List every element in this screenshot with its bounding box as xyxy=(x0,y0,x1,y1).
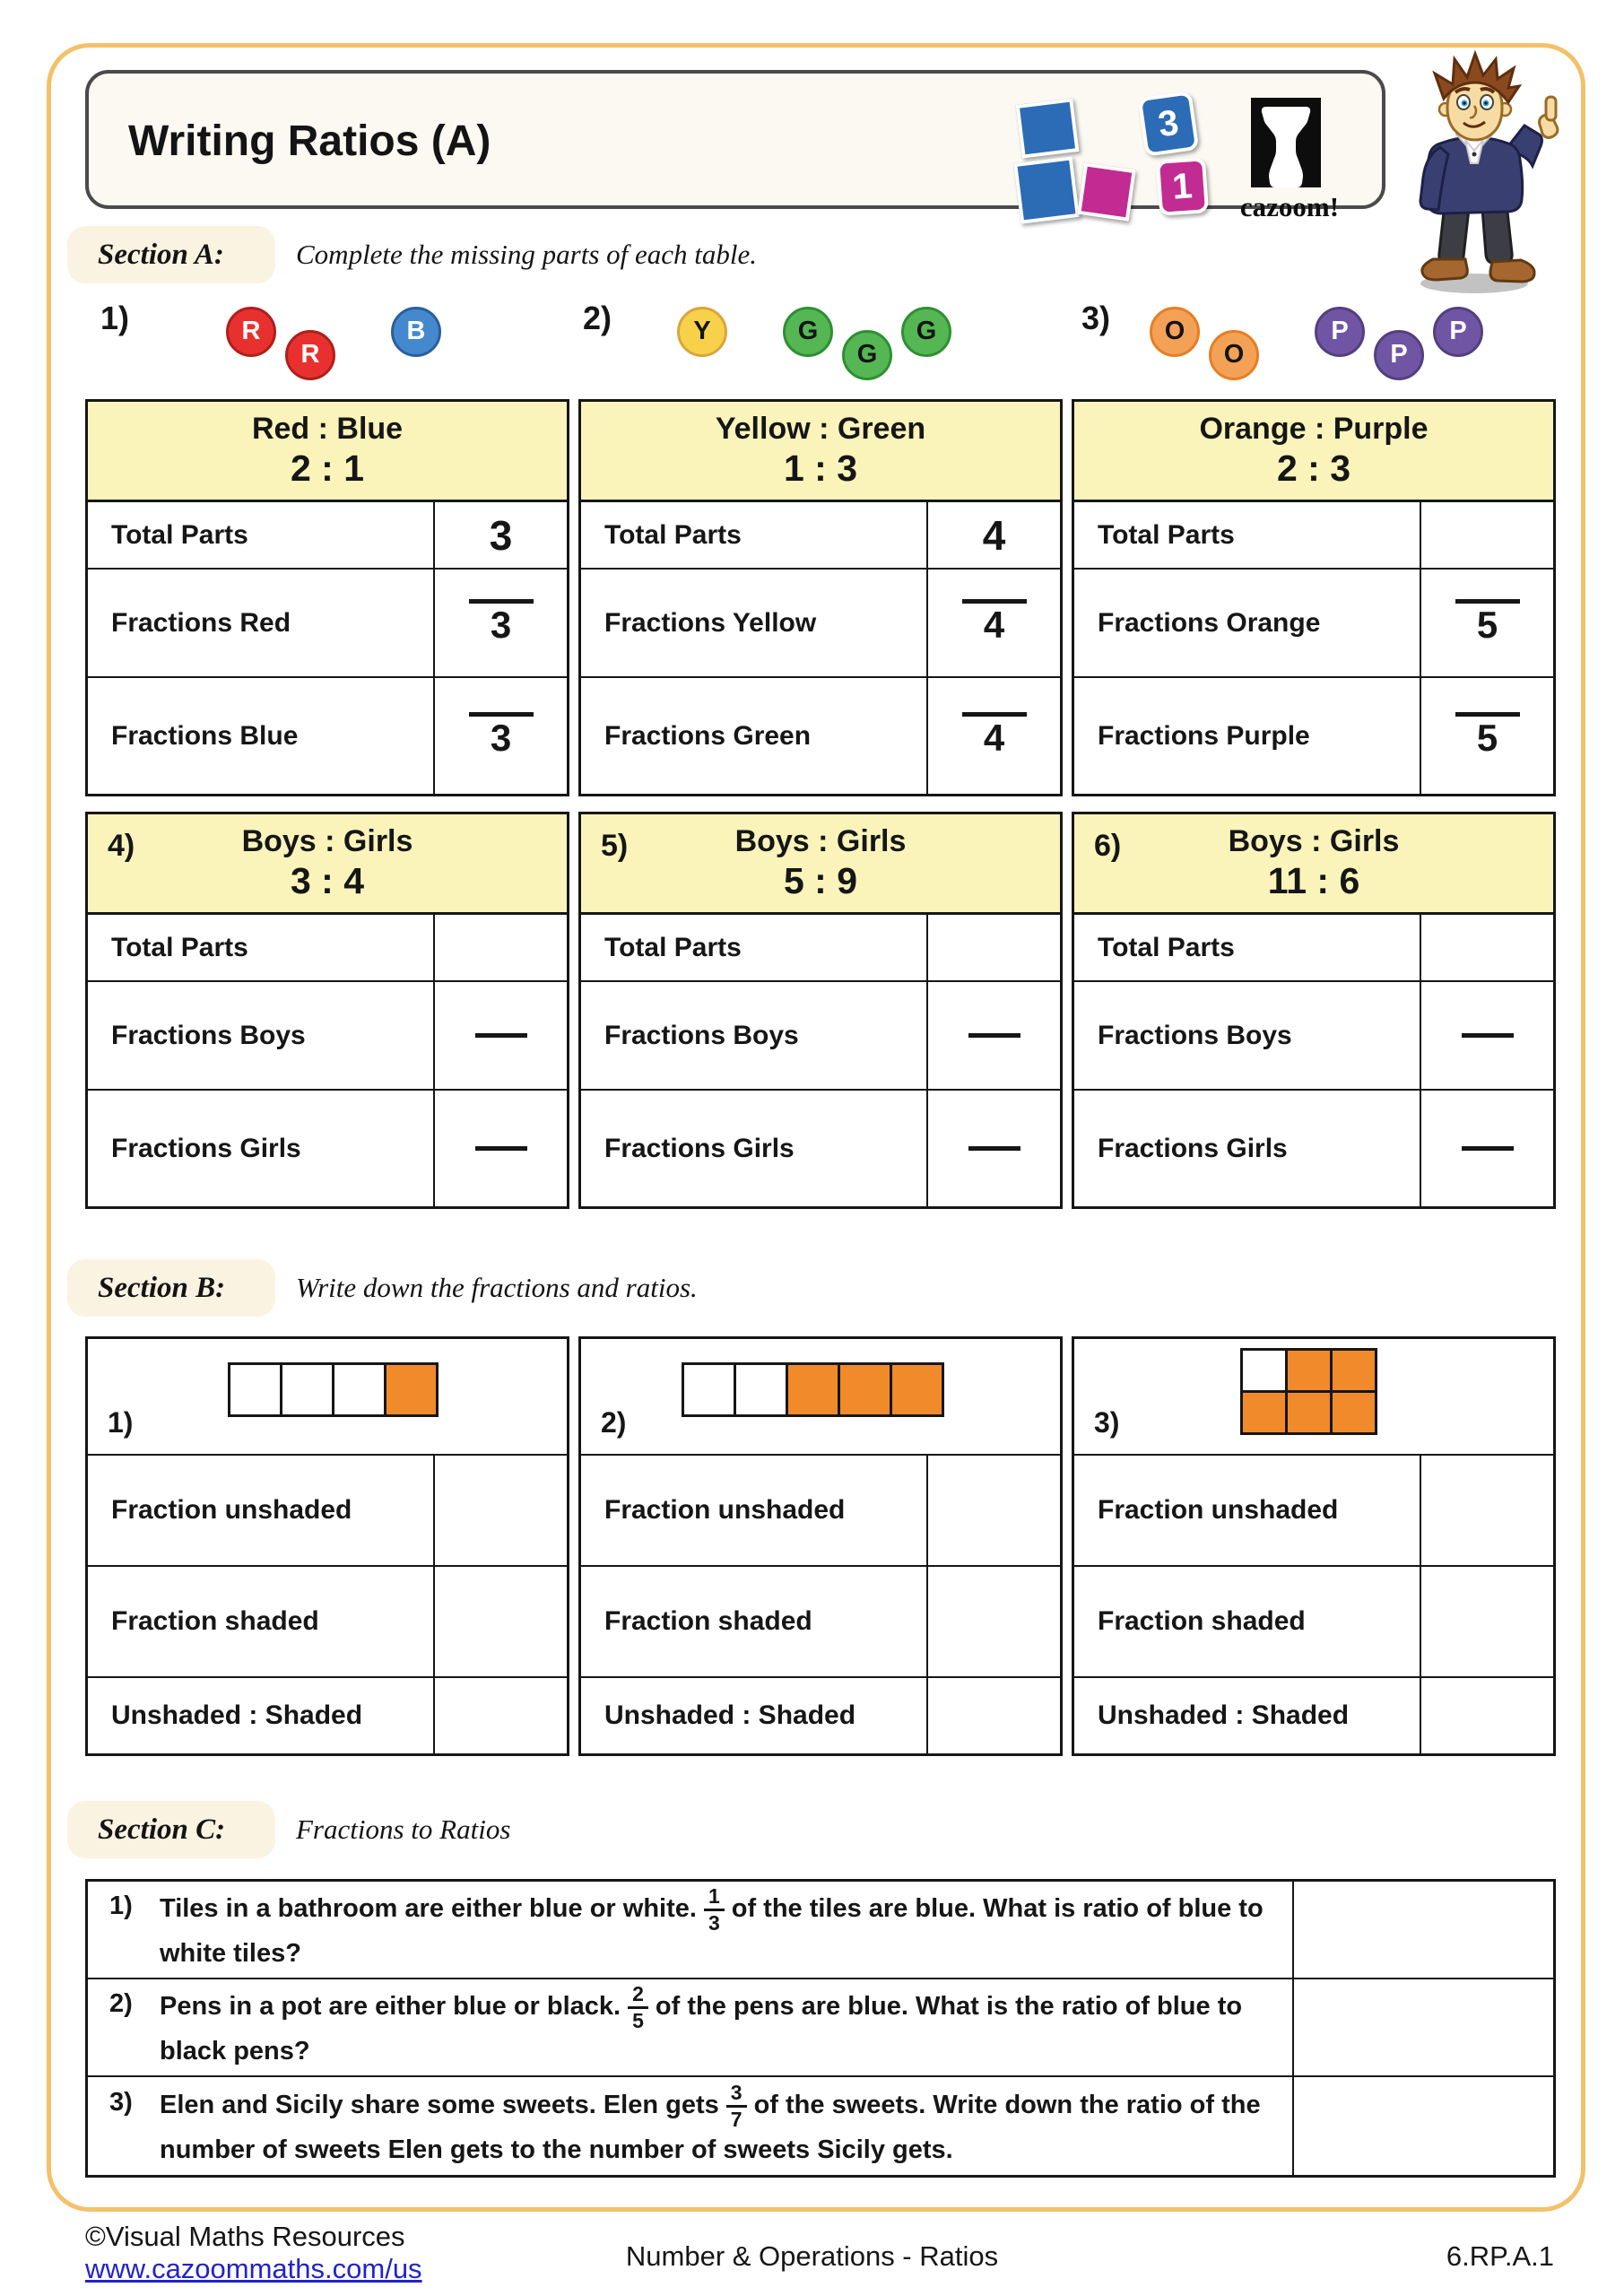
section-b-label: Section B: xyxy=(67,1259,275,1317)
word-problem-row xyxy=(88,2077,1553,2175)
section-c-instruction: Fractions to Ratios xyxy=(296,1813,511,1845)
logo-blue-square-icon xyxy=(1016,98,1080,158)
word-problems-table xyxy=(85,1879,1556,2178)
row-label: Total Parts xyxy=(1074,502,1421,568)
logo-tile-3: 3 xyxy=(1138,91,1200,157)
row-label: Fraction shaded xyxy=(1074,1567,1421,1676)
word-problem-row xyxy=(88,1882,1553,1979)
row-label: Total Parts xyxy=(88,502,435,568)
row-label: Fraction unshaded xyxy=(1074,1456,1421,1565)
row-label: Fraction unshaded xyxy=(581,1456,928,1565)
shape-cell xyxy=(88,1339,567,1456)
shaded-square xyxy=(1285,1390,1333,1435)
ratio-table-5 xyxy=(578,812,1063,1209)
fraction-bar xyxy=(1462,1033,1514,1038)
ratio-table-6 xyxy=(1072,812,1556,1209)
question-text: Tiles in a bathroom are either blue or white. $\frac{1}{3}$ of the tiles are blue. What is ratio of blue to white tiles? xyxy=(160,1883,1264,1968)
section-b-instruction: Write down the fractions and ratios. xyxy=(296,1272,698,1303)
table-title: Boys : Girls xyxy=(241,824,413,858)
table-ratio: 2 : 1 xyxy=(290,448,365,490)
row-label: Fraction shaded xyxy=(88,1567,435,1676)
circle-group-2 xyxy=(677,307,960,405)
row-label: Fractions Blue xyxy=(88,678,435,794)
unshaded-square xyxy=(280,1362,334,1417)
counter-circle-g: G xyxy=(901,307,951,357)
shape-cell xyxy=(1074,1339,1553,1456)
fraction-denominator: 4 xyxy=(983,716,1005,759)
section-a-label: Section A: xyxy=(67,226,275,283)
answer-cell xyxy=(928,1456,1060,1565)
logo-tile-1: 1 xyxy=(1156,157,1209,216)
row-label: Total Parts xyxy=(88,915,435,980)
square-strip xyxy=(682,1362,944,1417)
answer-cell xyxy=(1421,982,1553,1089)
fraction-bar xyxy=(475,1146,527,1151)
row-label: Fractions Purple xyxy=(1074,678,1421,794)
table-header xyxy=(88,402,567,502)
answer-cell xyxy=(1421,1091,1553,1206)
row-label: Total Parts xyxy=(581,915,928,980)
square-grid xyxy=(1240,1348,1377,1435)
row-label: Fractions Boys xyxy=(88,982,435,1089)
circle-group-1 xyxy=(226,307,450,405)
answer-cell xyxy=(435,570,567,676)
website-link[interactable]: www.cazoommaths.com/us xyxy=(85,2253,422,2284)
ratio-table-orange-purple xyxy=(1072,399,1556,796)
drum-icon xyxy=(1251,98,1321,187)
shaded-square xyxy=(1330,1348,1377,1393)
logo-wordmark: cazoom! xyxy=(1239,191,1340,222)
row-label: Fractions Orange xyxy=(1074,570,1421,676)
counter-circle-p: P xyxy=(1315,307,1365,357)
answer-cell xyxy=(435,1091,567,1206)
question-number: 1) xyxy=(109,1891,133,1920)
row-label: Fraction shaded xyxy=(581,1567,928,1676)
table-title: Yellow : Green xyxy=(715,412,926,446)
table-title: Red : Blue xyxy=(251,412,404,446)
question-text: Pens in a pot are either blue or black. $\frac{2}{5}$ of the pens are blue. What is the ratio of blue to black pens? xyxy=(160,1981,1243,2066)
row-label: Fractions Boys xyxy=(1074,982,1421,1089)
standard-code: 6.RP.A.1 xyxy=(1446,2240,1554,2272)
question-number: 2) xyxy=(109,1988,133,2018)
answer-cell xyxy=(435,678,567,794)
answer-cell xyxy=(435,1678,567,1753)
answer-cell xyxy=(1421,915,1553,980)
counter-circle-r: R xyxy=(285,330,335,380)
shape-cell xyxy=(581,1339,1060,1456)
answer-cell xyxy=(1294,1979,1553,2075)
shaded-square xyxy=(838,1362,892,1417)
fraction-bar xyxy=(968,1146,1020,1151)
row-label: Unshaded : Shaded xyxy=(88,1678,435,1753)
mascot-boy-illustration xyxy=(1388,41,1568,301)
copyright-text: ©Visual Maths Resources xyxy=(85,2221,405,2252)
fraction-bar xyxy=(1462,1146,1514,1151)
row-label: Total Parts xyxy=(581,502,928,568)
answer-cell: 3 xyxy=(489,511,513,559)
answer-cell xyxy=(435,1456,567,1565)
answer-cell xyxy=(928,1678,1060,1753)
fraction-bar xyxy=(475,1033,527,1038)
logo-magenta-square-icon xyxy=(1077,162,1136,222)
shaded-box-1 xyxy=(85,1336,569,1756)
fraction-denominator: 3 xyxy=(490,603,512,646)
shaded-square xyxy=(384,1362,439,1417)
table-ratio: 3 : 4 xyxy=(290,860,365,902)
table-header xyxy=(1074,402,1553,502)
answer-cell xyxy=(928,982,1060,1089)
row-label: Fractions Girls xyxy=(581,1091,928,1206)
unshaded-square xyxy=(228,1362,282,1417)
ratio-table-4 xyxy=(85,812,569,1209)
answer-cell xyxy=(1421,1456,1553,1565)
answer-cell xyxy=(928,915,1060,980)
fraction-denominator: 5 xyxy=(1476,716,1498,759)
row-label: Fractions Girls xyxy=(88,1091,435,1206)
answer-cell xyxy=(1421,1567,1553,1676)
counter-circle-g: G xyxy=(783,307,833,357)
unshaded-square xyxy=(332,1362,386,1417)
unshaded-square xyxy=(734,1362,788,1417)
page-title: Writing Ratios (A) xyxy=(128,117,491,165)
table-number: 5) xyxy=(601,829,629,863)
row-label: Fractions Girls xyxy=(1074,1091,1421,1206)
answer-cell xyxy=(435,982,567,1089)
unshaded-square xyxy=(1240,1348,1288,1393)
table-header xyxy=(88,814,567,915)
counter-circle-o: O xyxy=(1150,307,1200,357)
footer-category: Number & Operations - Ratios xyxy=(625,2240,999,2272)
answer-cell xyxy=(1421,570,1553,676)
counter-circle-g: G xyxy=(842,330,892,380)
word-problem-row xyxy=(88,1979,1553,2077)
answer-cell xyxy=(928,1567,1060,1676)
table-ratio: 11 : 6 xyxy=(1267,860,1360,902)
row-label: Total Parts xyxy=(1074,915,1421,980)
counter-circle-b: B xyxy=(391,307,441,357)
shaded-square xyxy=(786,1362,840,1417)
answer-cell: 4 xyxy=(982,511,1006,559)
fraction-denominator: 5 xyxy=(1476,603,1498,646)
fraction-bar xyxy=(968,1033,1020,1038)
counter-circle-o: O xyxy=(1209,330,1259,380)
answer-cell xyxy=(1294,1882,1553,1978)
problem-number: 1) xyxy=(108,1406,134,1439)
shaded-square xyxy=(1240,1390,1288,1435)
answer-cell xyxy=(1294,2077,1553,2175)
problem-number: 2) xyxy=(601,1406,627,1439)
row-label: Fraction unshaded xyxy=(88,1456,435,1565)
row-label: Fractions Boys xyxy=(581,982,928,1089)
shaded-square xyxy=(1285,1348,1333,1393)
section-a-instruction: Complete the missing parts of each table. xyxy=(296,239,758,270)
section-c-label: Section C: xyxy=(67,1801,275,1858)
table-ratio: 5 : 9 xyxy=(783,860,858,902)
shaded-square xyxy=(890,1362,944,1417)
answer-cell xyxy=(435,1567,567,1676)
table-number: 4) xyxy=(108,829,135,863)
answer-cell xyxy=(928,1091,1060,1206)
fraction-denominator: 4 xyxy=(983,603,1005,646)
fraction-denominator: 3 xyxy=(490,716,512,759)
row-label: Fractions Green xyxy=(581,678,928,794)
counter-circle-p: P xyxy=(1433,307,1483,357)
row-label: Unshaded : Shaded xyxy=(1074,1678,1421,1753)
shaded-box-2 xyxy=(578,1336,1063,1756)
table-number: 6) xyxy=(1094,829,1122,863)
row-label: Fractions Red xyxy=(88,570,435,676)
shaded-box-3 xyxy=(1072,1336,1556,1756)
counter-circle-y: Y xyxy=(677,307,727,357)
problem-number: 2) xyxy=(583,300,612,336)
cazoom-logo xyxy=(1000,76,1385,229)
table-header xyxy=(1074,814,1553,915)
row-label: Unshaded : Shaded xyxy=(581,1678,928,1753)
table-header xyxy=(581,402,1060,502)
answer-cell xyxy=(435,915,567,980)
table-title: Boys : Girls xyxy=(734,824,907,858)
ratio-table-red-blue xyxy=(85,399,569,796)
ratio-table-yellow-green xyxy=(578,399,1063,796)
table-ratio: 2 : 3 xyxy=(1276,448,1351,490)
inline-fraction: $\frac{3}{7}$ xyxy=(726,2083,747,2130)
problem-number: 1) xyxy=(100,300,130,336)
square-strip xyxy=(228,1362,439,1417)
problem-number: 3) xyxy=(1094,1406,1120,1439)
counter-circle-r: R xyxy=(226,307,276,357)
inline-fraction: $\frac{1}{3}$ xyxy=(704,1886,725,1934)
question-number: 3) xyxy=(109,2087,133,2117)
table-header xyxy=(581,814,1060,915)
unshaded-square xyxy=(682,1362,736,1417)
question-text: Elen and Sicily share some sweets. Elen gets $\frac{3}{7}$ of the sweets. Write down the ratio of the number of sweets Elen gets to the number of sweets Sicily gets. xyxy=(160,2080,1261,2164)
problem-number: 3) xyxy=(1081,300,1111,336)
row-label: Fractions Yellow xyxy=(581,570,928,676)
answer-cell xyxy=(1421,1678,1553,1753)
answer-cell xyxy=(1421,502,1553,568)
answer-cell xyxy=(928,678,1060,794)
answer-cell xyxy=(928,570,1060,676)
table-title: Boys : Girls xyxy=(1228,824,1400,858)
counter-circle-p: P xyxy=(1374,330,1424,380)
table-title: Orange : Purple xyxy=(1199,412,1429,446)
table-ratio: 1 : 3 xyxy=(783,448,858,490)
inline-fraction: $\frac{2}{5}$ xyxy=(628,1984,648,2031)
circle-group-3 xyxy=(1150,307,1492,405)
answer-cell xyxy=(1421,678,1553,794)
shaded-square xyxy=(1330,1390,1377,1435)
logo-blue-square-icon xyxy=(1013,156,1080,224)
